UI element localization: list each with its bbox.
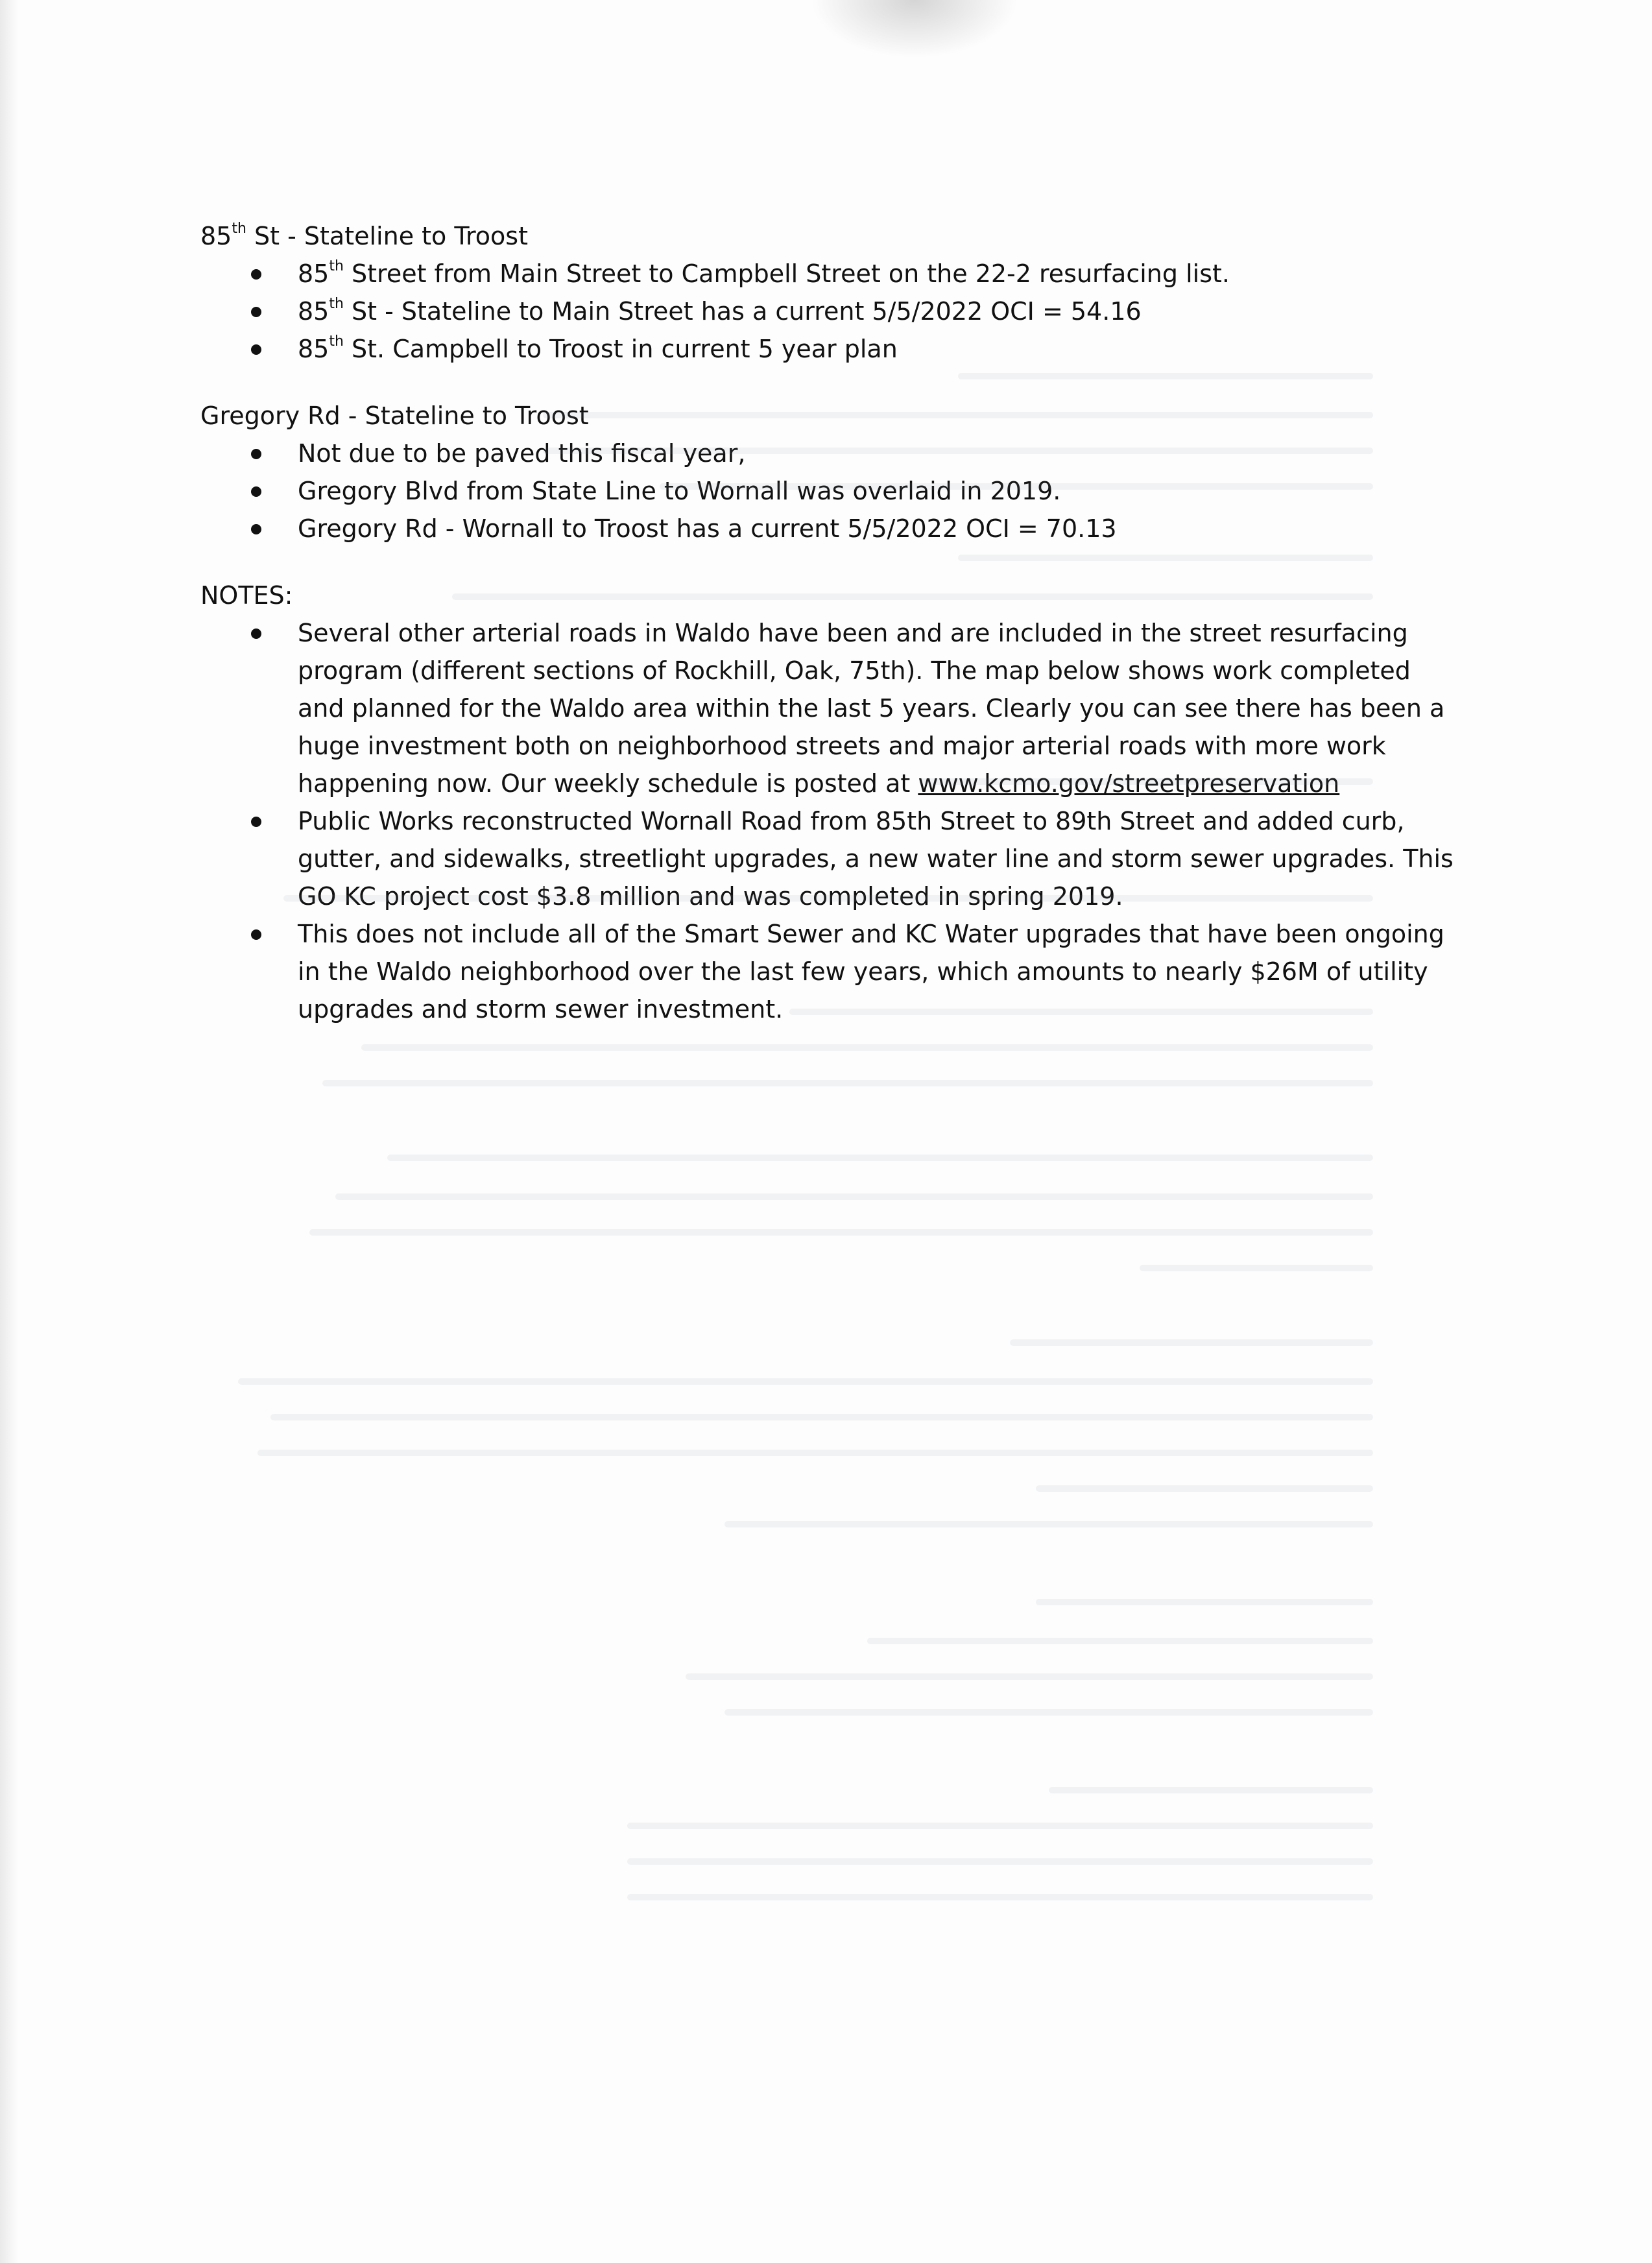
ghost-line: [309, 1229, 1373, 1236]
title-ordinal: th: [232, 221, 246, 237]
ghost-line: [322, 1080, 1373, 1086]
notes-list: [200, 614, 1459, 1028]
ghost-line: [1049, 1787, 1373, 1793]
list-item: 85th St. Campbell to Troost in current 5 year plan: [200, 330, 1459, 368]
bullet-icon: [251, 629, 261, 639]
ghost-line: [270, 1414, 1373, 1420]
ghost-line: [1010, 1339, 1373, 1346]
ghost-line: [686, 1673, 1373, 1680]
page-edge-shadow: [0, 0, 18, 2263]
street-preservation-link[interactable]: www.kcmo.gov/streetpreservation: [918, 769, 1340, 798]
bullet-icon: [251, 486, 261, 497]
list-item: 85th St - Stateline to Main Street has a current 5/5/2022 OCI = 54.16: [200, 293, 1459, 330]
bullet-icon: [251, 449, 261, 459]
ghost-line: [627, 1858, 1373, 1865]
ghost-line: [627, 1823, 1373, 1829]
bullet-icon: [251, 307, 261, 317]
bullet-icon: [251, 344, 261, 355]
list-item: 85th Street from Main Street to Campbell Street on the 22-2 resurfacing list.: [200, 255, 1459, 293]
ghost-line: [724, 1709, 1373, 1716]
scan-shadow: [811, 0, 1018, 58]
title-number: 85: [200, 222, 232, 250]
ghost-line: [257, 1450, 1373, 1456]
list-item: Not due to be paved this fiscal year,: [200, 435, 1459, 472]
bullet-icon: [251, 269, 261, 280]
list-item: This does not include all of the Smart Sewer and KC Water upgrades that have been ongoing in the Waldo neighborhood over the last few years, which amounts to nearly $26M of utility upgrades and storm sewer investment.: [200, 915, 1459, 1028]
bullet-icon: [251, 817, 261, 827]
ghost-line: [1140, 1265, 1373, 1271]
document-body: [200, 217, 1459, 1057]
ghost-line: [724, 1521, 1373, 1527]
bullet-icon: [251, 524, 261, 534]
section-gregory-list: [200, 435, 1459, 547]
notes-title: NOTES:: [200, 581, 293, 610]
bullet-icon: [251, 929, 261, 940]
ghost-line: [387, 1155, 1373, 1161]
ghost-line: [867, 1638, 1373, 1644]
section-title-gregory: Gregory Rd - Stateline to Troost: [200, 401, 589, 430]
list-item: Gregory Blvd from State Line to Wornall was overlaid in 2019.: [200, 472, 1459, 510]
ghost-line: [627, 1894, 1373, 1900]
ghost-line: [1036, 1485, 1373, 1492]
ghost-line: [238, 1378, 1373, 1385]
list-item: Several other arterial roads in Waldo have been and are included in the street resurfacing program (different sections of Rockhill, Oak, 75th). The map below shows work completed and planned for the Waldo area within the last 5 years. Clearly you can see there has been a huge investment both on neighborhood streets and major arterial roads with more work happening now. Our weekly schedule is posted at www.kcmo.gov/streetpreservation: [200, 614, 1459, 802]
ghost-line: [335, 1193, 1373, 1200]
title-rest: St - Stateline to Troost: [246, 222, 528, 250]
list-item: Public Works reconstructed Wornall Road from 85th Street to 89th Street and added curb, gutter, and sidewalks, streetlight upgrades, a new water line and storm sewer upgrades. This GO KC project cost $3.8 million and was completed in spring 2019.: [200, 802, 1459, 915]
ghost-line: [1036, 1599, 1373, 1605]
section-title-85th: [200, 217, 1459, 255]
section-85th-list: [200, 255, 1459, 368]
list-item: Gregory Rd - Wornall to Troost has a current 5/5/2022 OCI = 70.13: [200, 510, 1459, 547]
